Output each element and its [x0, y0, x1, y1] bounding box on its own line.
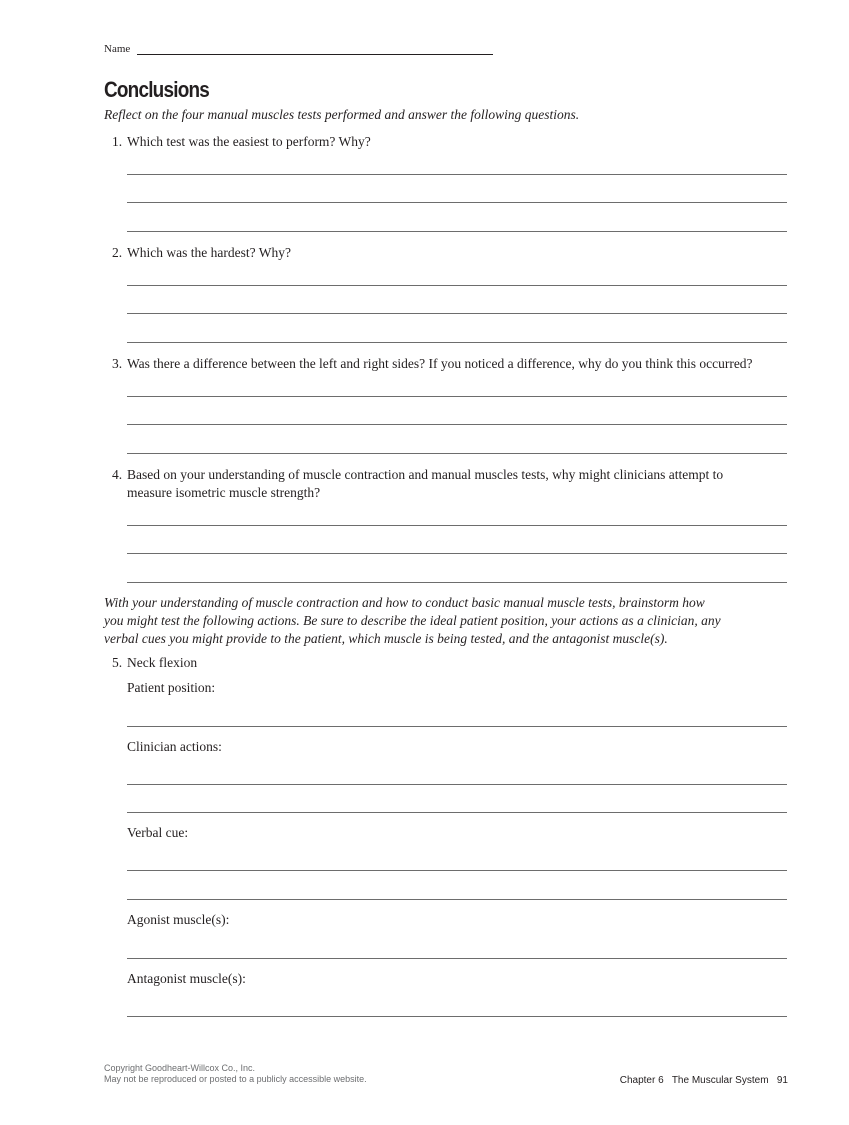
- brainstorm-line-2: you might test the following actions. Be sure to describe the ideal patient position, your actions as a clinician, any: [104, 613, 721, 628]
- question-1: [112, 133, 371, 151]
- intro-text: Reflect on the four manual muscles tests performed and answer the following questions.: [104, 107, 580, 122]
- page-footer: [620, 1075, 788, 1086]
- answer-line[interactable]: [127, 424, 787, 425]
- patient-position-line[interactable]: [127, 726, 787, 727]
- question-3: [112, 355, 753, 373]
- agonist-line[interactable]: [127, 958, 787, 959]
- question-text: Was there a difference between the left and right sides? If you noticed a difference, why do you think this occurred?: [127, 356, 753, 371]
- clinician-actions-label: Clinician actions:: [127, 739, 222, 754]
- brainstorm-instructions: [104, 594, 794, 648]
- question-number: 5.: [112, 655, 123, 670]
- question-text: Neck flexion: [127, 655, 198, 670]
- question-2: [112, 244, 291, 262]
- chapter-title: The Muscular System: [671, 1075, 769, 1086]
- verbal-cue-line[interactable]: [127, 899, 787, 900]
- question-number: 2.: [112, 245, 123, 260]
- answer-line[interactable]: [127, 285, 787, 286]
- answer-line[interactable]: [127, 453, 787, 454]
- clinician-actions-line[interactable]: [127, 812, 787, 813]
- answer-line[interactable]: [127, 525, 787, 526]
- answer-line[interactable]: [127, 582, 787, 583]
- answer-line[interactable]: [127, 231, 787, 232]
- answer-line[interactable]: [127, 313, 787, 314]
- answer-line[interactable]: [127, 553, 787, 554]
- answer-line[interactable]: [127, 174, 787, 175]
- name-field[interactable]: [137, 54, 493, 55]
- verbal-cue-line[interactable]: [127, 870, 787, 871]
- question-text-line-1: Based on your understanding of muscle contraction and manual muscles tests, why might clinicians attempt to: [127, 467, 724, 482]
- name-label: Name: [104, 43, 131, 55]
- question-text-line-2: measure isometric muscle strength?: [127, 485, 321, 500]
- brainstorm-line-1: With your understanding of muscle contraction and how to conduct basic manual muscle tests, brainstorm how: [104, 595, 705, 610]
- page-title: Conclusions: [104, 77, 210, 102]
- antagonist-label: Antagonist muscle(s):: [127, 971, 246, 986]
- question-text: Which was the hardest? Why?: [127, 245, 291, 260]
- verbal-cue-label: Verbal cue:: [127, 825, 189, 840]
- patient-position-label: Patient position:: [127, 680, 216, 695]
- copyright-text: Copyright Goodheart-Willcox Co., Inc.: [104, 1063, 256, 1073]
- agonist-label: Agonist muscle(s):: [127, 912, 230, 927]
- question-number: 4.: [112, 467, 123, 482]
- clinician-actions-line[interactable]: [127, 784, 787, 785]
- question-5: [112, 654, 198, 672]
- question-text: Which test was the easiest to perform? Why?: [127, 134, 371, 149]
- copyright-notice: [104, 1063, 367, 1085]
- question-4: [112, 466, 724, 502]
- answer-line[interactable]: [127, 396, 787, 397]
- answer-line[interactable]: [127, 202, 787, 203]
- question-number: 1.: [112, 134, 123, 149]
- answer-line[interactable]: [127, 342, 787, 343]
- brainstorm-line-3: verbal cues you might provide to the patient, which muscle is being tested, and the antagonist muscle(s).: [104, 631, 668, 646]
- chapter-label: Chapter 6: [619, 1075, 664, 1086]
- page-number: 91: [776, 1075, 788, 1086]
- usage-notice: May not be reproduced or posted to a publicly accessible website.: [104, 1074, 367, 1084]
- antagonist-line[interactable]: [127, 1016, 787, 1017]
- question-number: 3.: [112, 356, 123, 371]
